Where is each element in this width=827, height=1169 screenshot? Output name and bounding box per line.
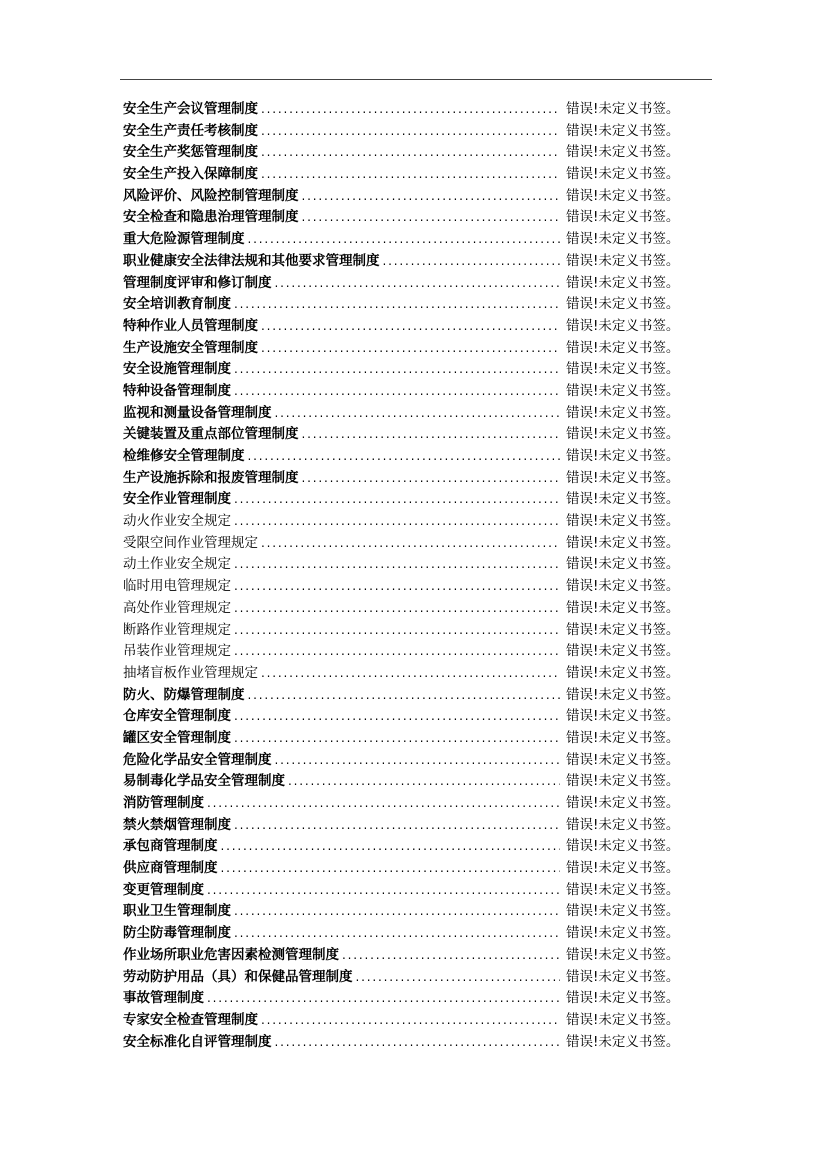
toc-entry[interactable] [123,359,703,381]
toc-entry[interactable] [123,207,703,229]
toc-entry[interactable] [123,424,703,446]
toc-entry[interactable] [123,381,703,403]
toc-entry-page-ref: 错误!未定义书签。 [566,708,680,725]
toc-dot-leader [234,923,560,945]
toc-entry-page-ref: 错误!未定义书签。 [566,860,680,877]
toc-entry-page-ref: 错误!未定义书签。 [566,469,680,486]
toc-entry[interactable] [123,836,703,858]
toc-entry[interactable] [123,446,703,468]
toc-dot-leader [207,988,560,1010]
toc-entry-title[interactable]: 变更管理制度 [123,881,204,898]
toc-entry[interactable] [123,901,703,923]
toc-entry-page-ref: 错误!未定义书签。 [566,751,680,768]
toc-dot-leader [356,967,561,989]
toc-entry-page-ref: 错误!未定义书签。 [566,491,680,508]
toc-entry-title[interactable]: 安全生产投入保障制度 [123,166,258,183]
toc-entry-title[interactable]: 吊装作业管理规定 [123,643,231,660]
toc-entry-page-ref: 错误!未定义书签。 [566,122,680,139]
toc-entry-title[interactable]: 安全生产奖惩管理制度 [123,144,258,161]
toc-entry-page-ref: 错误!未定义书签。 [566,881,680,898]
toc-entry-title[interactable]: 承包商管理制度 [123,838,218,855]
toc-dot-leader [234,576,560,598]
toc-entry-page-ref: 错误!未定义书签。 [566,144,680,161]
toc-dot-leader [342,945,560,967]
toc-dot-leader [234,706,560,728]
toc-entry-title[interactable]: 作业场所职业危害因素检测管理制度 [123,946,339,963]
toc-entry[interactable] [123,620,703,642]
toc-entry[interactable] [123,164,703,186]
toc-entry[interactable] [123,815,703,837]
toc-entry-title[interactable]: 抽堵盲板作业管理规定 [123,664,258,681]
toc-entry-title[interactable]: 风险评价、风险控制管理制度 [123,187,299,204]
toc-entry-title[interactable]: 受限空间作业管理规定 [123,534,258,551]
toc-entry-title[interactable]: 安全标准化自评管理制度 [123,1033,272,1050]
toc-entry[interactable] [123,598,703,620]
toc-entry-title[interactable]: 重大危险源管理制度 [123,231,245,248]
toc-entry[interactable] [123,489,703,511]
toc-entry-title[interactable]: 关键装置及重点部位管理制度 [123,426,299,443]
table-of-contents [123,99,703,1053]
toc-dot-leader [302,186,561,208]
toc-entry[interactable] [123,988,703,1010]
toc-entry-page-ref: 错误!未定义书签。 [566,101,680,117]
toc-entry-title[interactable]: 安全生产会议管理制度 [123,101,258,117]
toc-dot-leader [234,620,560,642]
toc-entry-page-ref: 错误!未定义书签。 [566,990,680,1007]
toc-entry-page-ref: 错误!未定义书签。 [566,686,680,703]
toc-dot-leader [234,381,560,403]
toc-entry[interactable] [123,403,703,425]
toc-dot-leader [207,880,560,902]
toc-entry-title[interactable]: 专家安全检查管理制度 [123,1011,258,1028]
toc-entry[interactable] [123,923,703,945]
toc-entry-title[interactable]: 劳动防护用品（具）和保健品管理制度 [123,968,353,985]
toc-entry-title[interactable]: 安全设施管理制度 [123,361,231,378]
toc-dot-leader [221,858,561,880]
toc-entry-page-ref: 错误!未定义书签。 [566,599,680,616]
toc-entry[interactable] [123,880,703,902]
toc-entry-title[interactable]: 监视和测量设备管理制度 [123,404,272,421]
toc-entry-page-ref: 错误!未定义书签。 [566,643,680,660]
toc-entry[interactable] [123,706,703,728]
toc-entry[interactable] [123,554,703,576]
toc-dot-leader [234,554,560,576]
toc-entry-title[interactable]: 防尘防毒管理制度 [123,925,231,942]
toc-dot-leader [261,164,560,186]
toc-entry-title[interactable]: 仓库安全管理制度 [123,708,231,725]
toc-entry[interactable] [123,294,703,316]
toc-dot-leader [248,446,561,468]
toc-entry-title[interactable]: 防火、防爆管理制度 [123,686,245,703]
toc-entry-title[interactable]: 临时用电管理规定 [123,578,231,595]
toc-dot-leader [234,815,560,837]
toc-entry-title[interactable]: 安全培训教育制度 [123,296,231,313]
toc-dot-leader [302,424,561,446]
toc-entry-page-ref: 错误!未定义书签。 [566,426,680,443]
toc-entry-title[interactable]: 生产设施安全管理制度 [123,339,258,356]
toc-dot-leader [261,338,560,360]
toc-entry-title[interactable]: 高处作业管理规定 [123,599,231,616]
toc-entry-page-ref: 错误!未定义书签。 [566,1011,680,1028]
toc-entry[interactable] [123,142,703,164]
toc-dot-leader [302,207,561,229]
toc-dot-leader [261,663,560,685]
toc-entry[interactable] [123,338,703,360]
toc-entry-page-ref: 错误!未定义书签。 [566,209,680,226]
toc-entry-title[interactable]: 管理制度评审和修订制度 [123,274,272,291]
toc-entry-title[interactable]: 特种设备管理制度 [123,382,231,399]
toc-entry-page-ref: 错误!未定义书签。 [566,534,680,551]
toc-dot-leader [248,229,561,251]
toc-entry-title[interactable]: 易制毒化学品安全管理制度 [123,773,285,790]
toc-entry-title[interactable]: 消防管理制度 [123,795,204,811]
toc-dot-leader [261,99,560,121]
toc-dot-leader [261,142,560,164]
toc-entry-page-ref: 错误!未定义书签。 [566,838,680,855]
toc-entry-title[interactable]: 安全作业管理制度 [123,491,231,508]
toc-entry[interactable] [123,186,703,208]
toc-entry-page-ref: 错误!未定义书签。 [566,621,680,638]
toc-dot-leader [221,836,561,858]
toc-dot-leader [383,251,561,273]
toc-entry-page-ref: 错误!未定义书签。 [566,317,680,334]
toc-entry[interactable] [123,728,703,750]
toc-entry[interactable] [123,1032,703,1054]
toc-entry-page-ref: 错误!未定义书签。 [566,925,680,942]
toc-entry-title[interactable]: 罐区安全管理制度 [123,729,231,746]
toc-entry[interactable] [123,663,703,685]
toc-entry[interactable] [123,229,703,251]
toc-entry-page-ref: 错误!未定义书签。 [566,274,680,291]
toc-entry-title[interactable]: 职业卫生管理制度 [123,903,231,920]
toc-entry[interactable] [123,251,703,273]
toc-dot-leader [302,468,561,490]
toc-entry-page-ref: 错误!未定义书签。 [566,187,680,204]
toc-entry-page-ref: 错误!未定义书签。 [566,404,680,421]
toc-entry[interactable] [123,99,703,121]
toc-entry[interactable] [123,576,703,598]
toc-entry-page-ref: 错误!未定义书签。 [566,773,680,790]
toc-entry[interactable] [123,793,703,815]
toc-entry-title[interactable]: 供应商管理制度 [123,860,218,877]
toc-entry[interactable] [123,685,703,707]
toc-entry-title[interactable]: 动火作业安全规定 [123,513,231,530]
toc-entry[interactable] [123,967,703,989]
toc-entry-title[interactable]: 检维修安全管理制度 [123,448,245,464]
toc-entry-page-ref: 错误!未定义书签。 [566,1033,680,1050]
toc-dot-leader [261,1010,560,1032]
toc-entry[interactable] [123,316,703,338]
toc-entry-page-ref: 错误!未定义书签。 [566,816,680,833]
toc-entry-page-ref: 错误!未定义书签。 [566,578,680,595]
toc-dot-leader [234,901,560,923]
toc-dot-leader [207,793,560,815]
toc-entry-page-ref: 错误!未定义书签。 [566,513,680,530]
toc-entry[interactable] [123,641,703,663]
toc-entry[interactable] [123,1010,703,1032]
toc-dot-leader [261,121,560,143]
toc-dot-leader [261,316,560,338]
toc-entry[interactable] [123,533,703,555]
toc-entry-title[interactable]: 事故管理制度 [123,990,204,1007]
toc-entry-title[interactable]: 动土作业安全规定 [123,556,231,573]
toc-entry-page-ref: 错误!未定义书签。 [566,296,680,313]
toc-entry-page-ref: 错误!未定义书签。 [566,166,680,183]
toc-entry-page-ref: 错误!未定义书签。 [566,361,680,378]
toc-entry-page-ref: 错误!未定义书签。 [566,729,680,746]
toc-entry-page-ref: 错误!未定义书签。 [566,903,680,920]
toc-dot-leader [234,294,560,316]
toc-dot-leader [234,359,560,381]
toc-entry[interactable] [123,511,703,533]
toc-entry-page-ref: 错误!未定义书签。 [566,556,680,573]
toc-entry-page-ref: 错误!未定义书签。 [566,968,680,985]
toc-entry-title[interactable]: 职业健康安全法律法规和其他要求管理制度 [123,252,380,269]
header-rule [120,79,712,80]
toc-entry-page-ref: 错误!未定义书签。 [566,664,680,681]
toc-entry-page-ref: 错误!未定义书签。 [566,339,680,356]
toc-entry-title[interactable]: 生产设施拆除和报废管理制度 [123,469,299,486]
toc-entry-title[interactable]: 安全生产责任考核制度 [123,122,258,139]
toc-entry-page-ref: 错误!未定义书签。 [566,946,680,963]
toc-entry-title[interactable]: 断路作业管理规定 [123,621,231,638]
toc-entry-page-ref: 错误!未定义书签。 [566,252,680,269]
toc-entry[interactable] [123,945,703,967]
toc-dot-leader [234,641,560,663]
toc-dot-leader [288,771,560,793]
toc-dot-leader [234,511,560,533]
toc-dot-leader [248,685,561,707]
toc-dot-leader [275,403,561,425]
toc-entry-page-ref: 错误!未定义书签。 [566,382,680,399]
toc-entry[interactable] [123,750,703,772]
toc-entry[interactable] [123,858,703,880]
toc-entry-title[interactable]: 危险化学品安全管理制度 [123,751,272,768]
toc-dot-leader [275,750,561,772]
toc-dot-leader [261,533,560,555]
toc-dot-leader [275,273,561,295]
toc-entry-page-ref: 错误!未定义书签。 [566,795,680,811]
toc-dot-leader [234,598,560,620]
toc-entry-title[interactable]: 禁火禁烟管理制度 [123,816,231,833]
toc-entry[interactable] [123,121,703,143]
toc-entry-page-ref: 错误!未定义书签。 [566,448,680,464]
toc-dot-leader [275,1032,561,1054]
toc-entry-title[interactable]: 特种作业人员管理制度 [123,317,258,334]
toc-dot-leader [234,489,560,511]
toc-dot-leader [234,728,560,750]
toc-entry-page-ref: 错误!未定义书签。 [566,231,680,248]
toc-entry[interactable] [123,273,703,295]
toc-entry[interactable] [123,771,703,793]
toc-entry-title[interactable]: 安全检查和隐患治理管理制度 [123,209,299,226]
toc-entry[interactable] [123,468,703,490]
